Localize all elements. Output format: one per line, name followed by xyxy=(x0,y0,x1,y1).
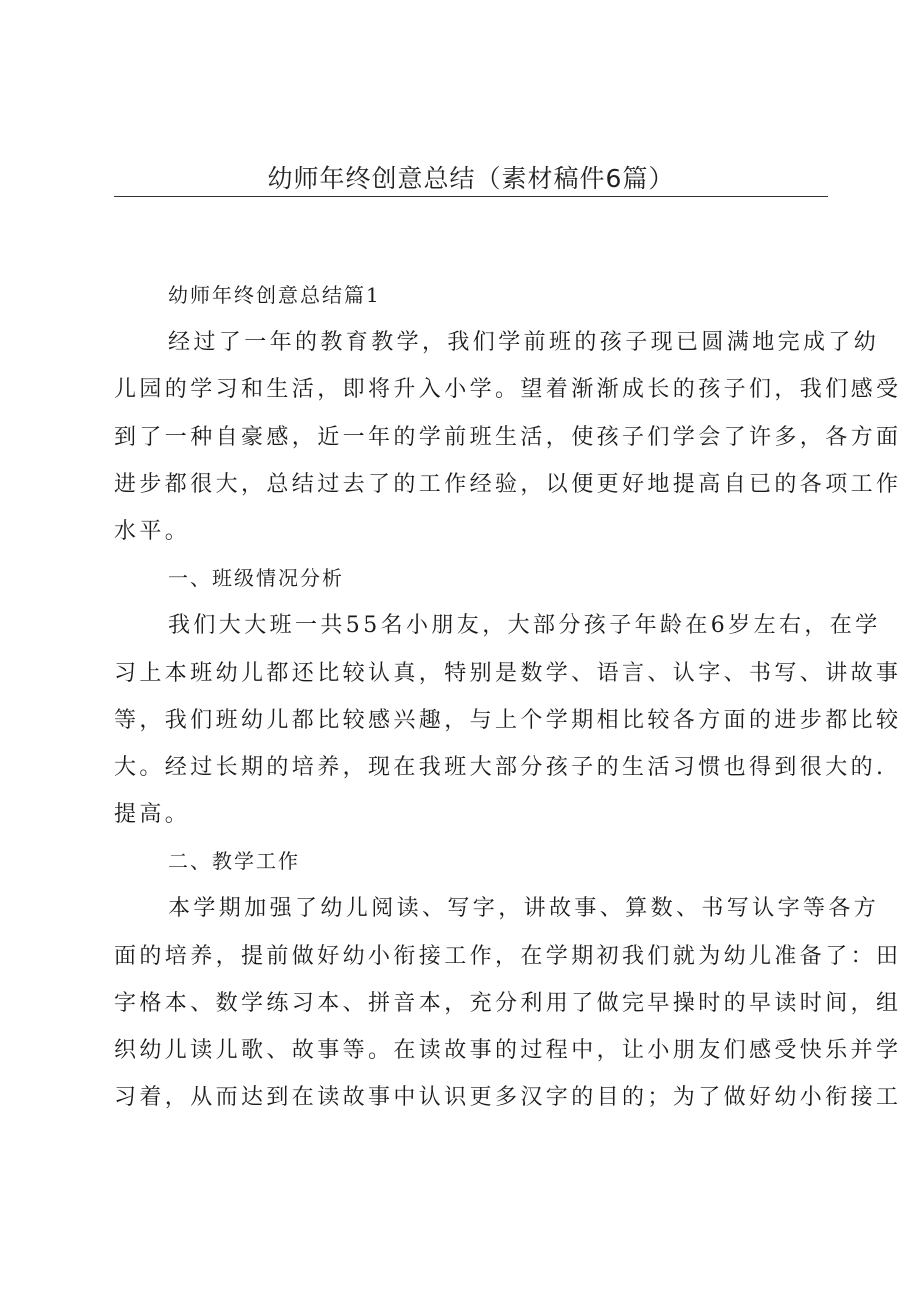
paragraph-line: 水平。 xyxy=(114,518,191,544)
paragraph-line: 提高。 xyxy=(114,802,191,828)
document-body xyxy=(114,272,902,1121)
document-title: 幼师年终创意总结（素材稿件6篇） xyxy=(267,164,675,193)
paragraph-line: 到了一种自豪感，近一年的学前班生活，使孩子们学会了许多，各方面 xyxy=(114,424,902,450)
paragraph-line: 字格本、数学练习本、拼音本，充分利用了做完早操时的早读时间，组 xyxy=(114,990,902,1016)
paragraph-line: 织幼儿读儿歌、故事等。在读故事的过程中，让小朋友们感受快乐并学 xyxy=(114,1038,902,1063)
paragraph-line: 面的培养，提前做好幼小衔接工作，在学期初我们就为幼儿准备了：田 xyxy=(114,943,902,969)
section-heading-teaching-work: 二、教学工作 xyxy=(168,849,300,874)
paragraph-line: 儿园的学习和生活，即将升入小学。望着渐渐成长的孩子们，我们感受 xyxy=(114,377,902,403)
paragraph-line: 本学期加强了幼儿阅读、写字，讲故事、算数、书写认字等各方 xyxy=(168,896,880,922)
paragraph-line: 大。经过长期的培养，现在我班大部分孩子的生活习惯也得到很大的. xyxy=(114,754,887,780)
paragraph-line: 经过了一年的教育教学，我们学前班的孩子现已圆满地完成了幼 xyxy=(168,330,880,356)
paragraph-line: 我们大大班一共55名小朋友，大部分孩子年龄在6岁左右，在学 xyxy=(168,613,881,639)
paragraph-line: 习着，从而达到在读故事中认识更多汉字的目的；为了做好幼小衔接工 xyxy=(114,1085,902,1111)
title-underline xyxy=(114,196,828,197)
paragraph-line: 等，我们班幼儿都比较感兴趣，与上个学期相比较各方面的进步都比较 xyxy=(114,707,902,733)
paragraph-line: 进步都很大，总结过去了的工作经验，以便更好地提高自已的各项工作 xyxy=(114,471,902,497)
paragraph-line: 习上本班幼儿都还比较认真，特别是数学、语言、认字、书写、讲故事 xyxy=(114,660,902,686)
section-heading-part1: 幼师年终创意总结篇1 xyxy=(168,283,381,307)
section-heading-class-analysis: 一、班级情况分析 xyxy=(168,566,344,591)
